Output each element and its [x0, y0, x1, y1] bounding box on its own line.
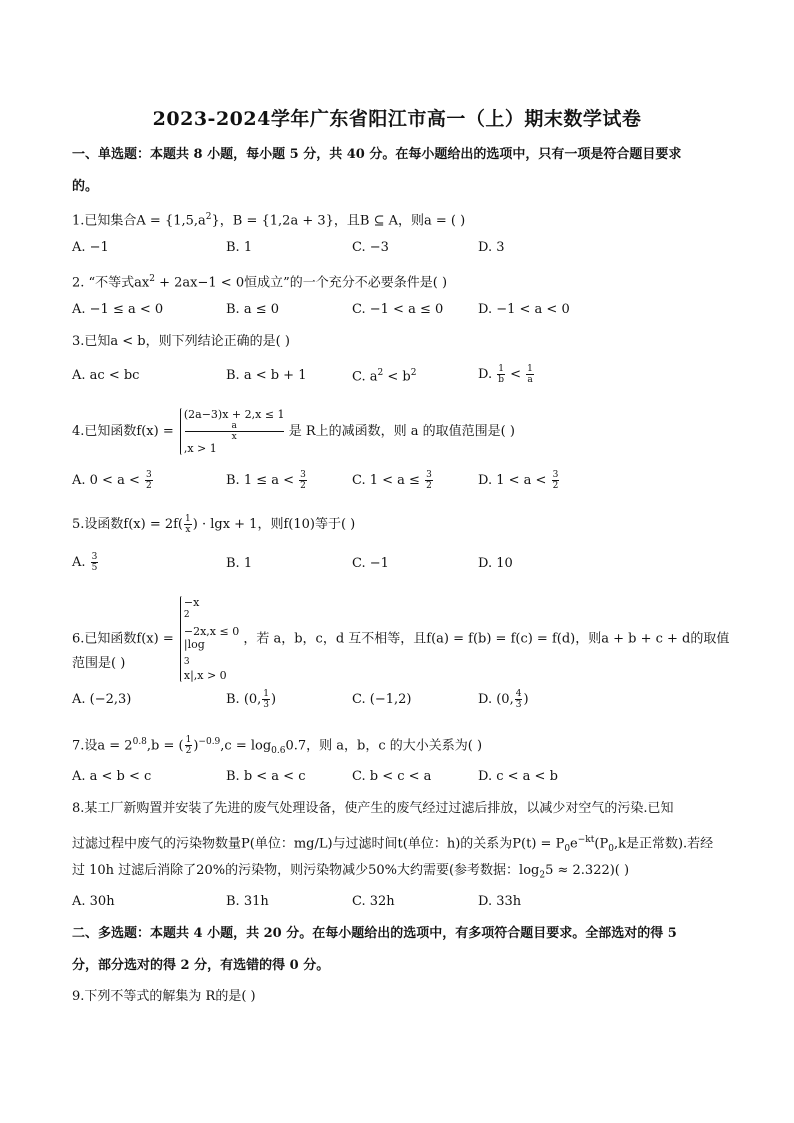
question-8-options	[72, 894, 732, 912]
q3-option-d[interactable]: D. $\frac{1}{b}$ < $\frac{1}{a}$	[478, 364, 533, 385]
q2-option-b[interactable]: B. a ≤ 0	[226, 302, 279, 317]
q5-option-a[interactable]: A. $\frac{3}{5}$	[72, 552, 98, 573]
question-3-options	[72, 364, 732, 386]
page-title: 2023-2024学年广东省阳江市高一（上）期末数学试卷	[152, 108, 642, 130]
q1-option-a[interactable]: A. −1	[72, 240, 109, 255]
question-7-stem: 7.设$a = 2^{0.8},b$ = ( $\frac{1}{2}$ )$^{-0.9},c = \log_{0.6}0.7$，则 a，b，c 的大小关系为( )	[72, 735, 483, 757]
question-4-stem: 4.已知函数f(x) = (2a−3)x + 2,x ≤ 1 a x ,x > 1 是 R上的减函数，则 a 的取值范围是( )	[72, 408, 515, 455]
question-2-options	[72, 302, 732, 320]
question-2-stem: 2. “不等式$ax^2 + 2ax-1 < 0$恒成立”的一个充分不必要条件是( )	[72, 274, 448, 291]
question-6-stem: 6.已知函数f(x) = −x $^2$ −2x,x ≤ 0 |log $_3$ x|,x > 0 ，若 a，b，c，d 互不相等，且f(a) = f(b) = f(c) = f(d)，则a + b + c + d的取值	[72, 596, 730, 682]
question-5-stem: 5.设函数f(x) = 2f( $\frac{1}{x}$ ) · lgx + 1，则f(10)等于( )	[72, 514, 356, 535]
question-1-stem: 1.已知集合$A = \{1,5,a^2\}$，B = {1,2a + 3}，且B ⊆ A，则a = ( )	[72, 212, 466, 229]
q6-option-c[interactable]: C. (−1,2)	[352, 692, 412, 707]
q4-option-b[interactable]: B. 1 ≤ a < $\frac{3}{2}$	[226, 470, 306, 491]
question-8-line-3: 过 10h 过滤后消除了20%的污染物，则污染物减少50%大约需要(参考数据：$\log_25 \approx 2.322$)( )	[72, 863, 630, 881]
q8-option-c[interactable]: C. 32h	[352, 894, 395, 909]
q2-option-d[interactable]: D. −1 < a < 0	[478, 302, 570, 317]
q5-option-d[interactable]: D. 10	[478, 556, 513, 571]
q6-option-a[interactable]: A. (−2,3)	[72, 692, 132, 707]
question-9-stem: 9.下列不等式的解集为 R的是( )	[72, 989, 256, 1004]
q7-option-b[interactable]: B. b < a < c	[226, 769, 306, 784]
question-1-options	[72, 240, 732, 258]
question-5-options	[72, 552, 732, 574]
q1-option-d[interactable]: D. 3	[478, 240, 505, 255]
q1-option-b[interactable]: B. 1	[226, 240, 253, 255]
section1-heading-cont: 的。	[72, 179, 99, 194]
q4-option-d[interactable]: D. 1 < a < $\frac{3}{2}$	[478, 470, 559, 491]
question-4-options	[72, 470, 732, 491]
q2-option-a[interactable]: A. −1 ≤ a < 0	[72, 302, 164, 317]
question-3-stem: 3.已知a < b，则下列结论正确的是( )	[72, 334, 290, 349]
question-6-options	[72, 689, 732, 710]
q4-piecewise: (2a−3)x + 2,x ≤ 1 a x ,x > 1	[180, 408, 285, 455]
q3-option-b[interactable]: B. a < b + 1	[226, 368, 307, 383]
section2-heading: 二、多选题：本题共 4 小题，共 20 分。在每小题给出的选项中，有多项符合题目要求。全部选对的得 5	[72, 926, 677, 941]
q7-option-c[interactable]: C. b < c < a	[352, 769, 432, 784]
question-6-stem-cont: 范围是( )	[72, 656, 126, 671]
q1-option-c[interactable]: C. −3	[352, 240, 389, 255]
section2-heading-cont: 分，部分选对的得 2 分，有选错的得 0 分。	[72, 958, 330, 973]
q6-option-b[interactable]: B. (0, $\frac{1}{3}$ )	[226, 689, 277, 710]
q3-option-c[interactable]: C. $a^2 < b^2$	[352, 368, 417, 385]
question-8-line-1: 8.某工厂新购置并安装了先进的废气处理设备，使产生的废气经过过滤后排放，以减少对空气的污染.已知	[72, 801, 674, 816]
question-7-options	[72, 769, 732, 787]
q4-option-a[interactable]: A. 0 < a < $\frac{3}{2}$	[72, 470, 152, 491]
q5-option-c[interactable]: C. −1	[352, 556, 389, 571]
q6-option-d[interactable]: D. (0, $\frac{4}{3}$ )	[478, 689, 529, 710]
q7-option-a[interactable]: A. a < b < c	[72, 769, 152, 784]
q8-option-a[interactable]: A. 30h	[72, 894, 115, 909]
q8-option-d[interactable]: D. 33h	[478, 894, 522, 909]
q6-piecewise: −x $^2$ −2x,x ≤ 0 |log $_3$ x|,x > 0	[180, 596, 239, 682]
q8-option-b[interactable]: B. 31h	[226, 894, 269, 909]
question-8-line-2: 过滤过程中废气的污染物数量P(单位：mg/L)与过滤时间t(单位：h)的关系为$P(t) = P_0e^{-kt}(P_0,k$是正常数).若经	[72, 835, 714, 854]
q4-option-c[interactable]: C. 1 < a ≤ $\frac{3}{2}$	[352, 470, 432, 491]
q3-option-a[interactable]: A. ac < bc	[72, 368, 140, 383]
q5-option-b[interactable]: B. 1	[226, 556, 253, 571]
section1-heading: 一、单选题：本题共 8 小题，每小题 5 分，共 40 分。在每小题给出的选项中，只有一项是符合题目要求	[72, 147, 682, 162]
q7-option-d[interactable]: D. c < a < b	[478, 769, 558, 784]
q2-option-c[interactable]: C. −1 < a ≤ 0	[352, 302, 444, 317]
